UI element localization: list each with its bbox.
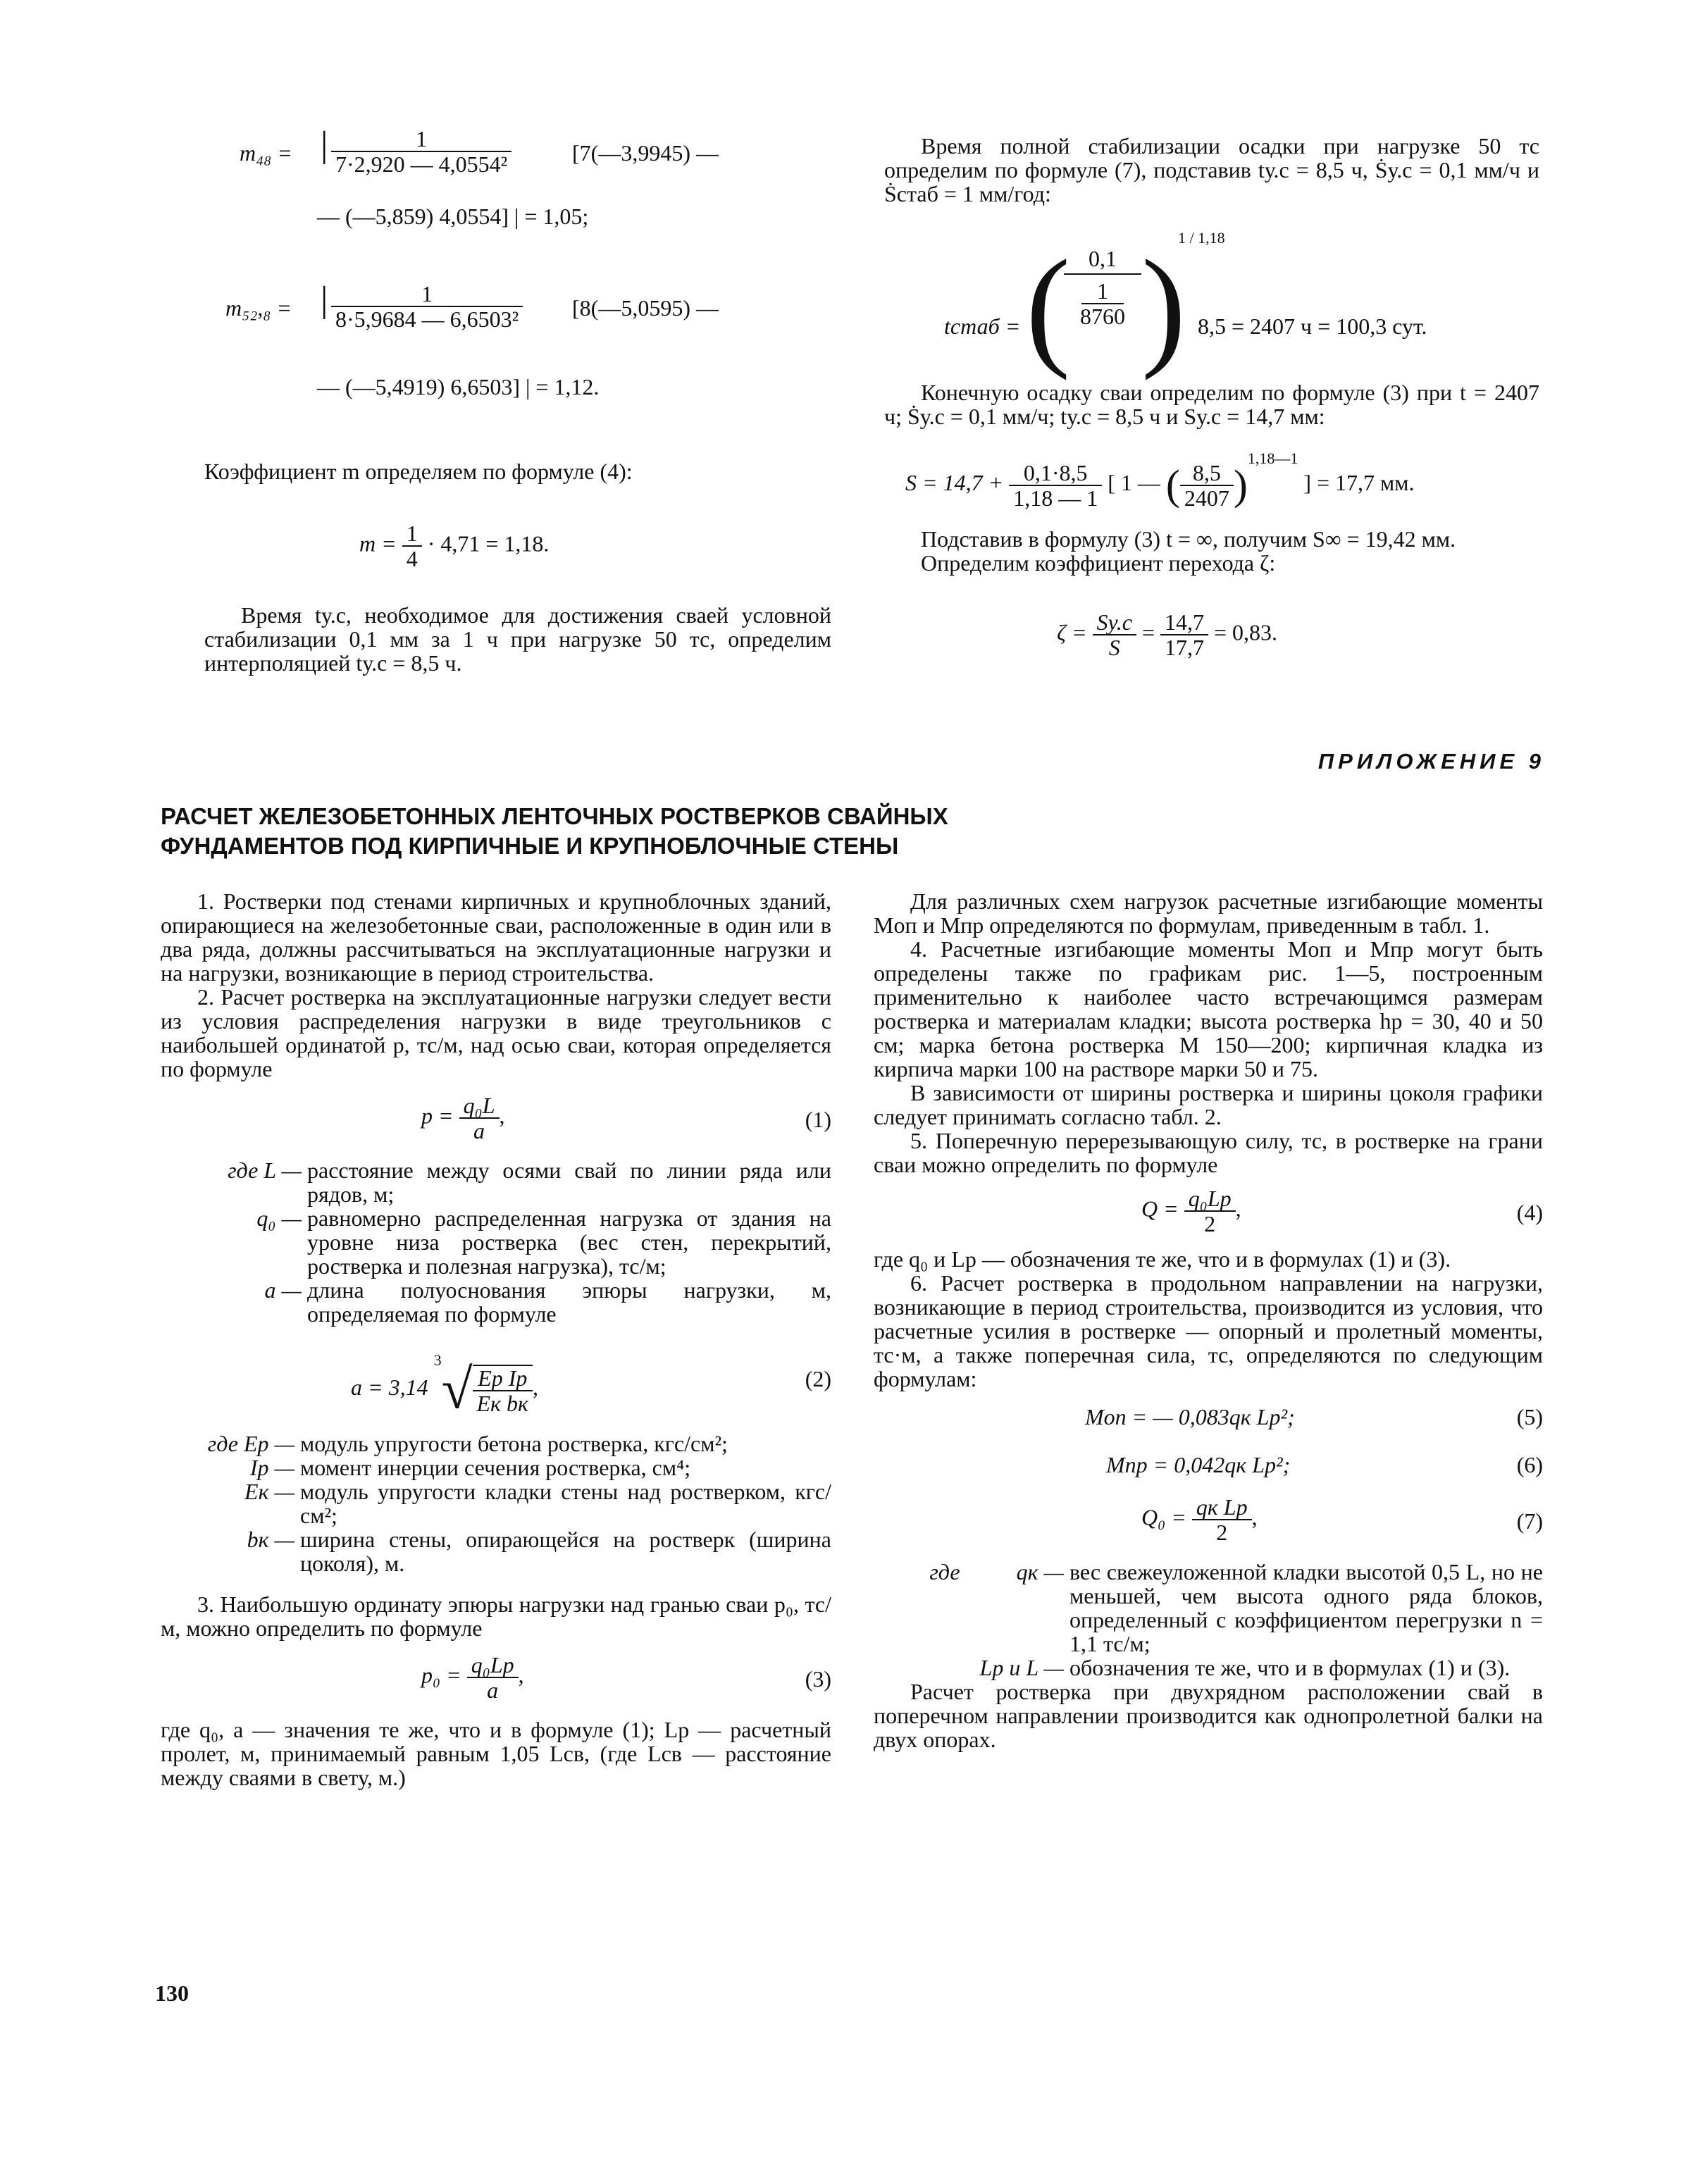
f1-lhs: p = [421, 1103, 454, 1129]
f2-den: Eк bк [476, 1390, 528, 1416]
time-text: Время tу.с, необходимое для достижения сваей условной стабилизации 0,1 мм за 1 ч при нагрузке 50 тс, определим интерполяцией tу.с = 8,5 ч. [204, 602, 831, 676]
stab-paragraph [884, 134, 1539, 206]
equation-number-2: (2) [805, 1366, 831, 1391]
equation-number-1: (1) [805, 1107, 831, 1132]
where-text: модуль упругости кладки стены над ростверком, кгс/см²; [300, 1479, 831, 1528]
f3-tail: , [518, 1662, 524, 1688]
para-4b: В зависимости от ширины ростверка и ширины цоколя графики следует принимать согласно табл. 2. [874, 1080, 1543, 1129]
m528-fraction [331, 282, 523, 331]
zeta-num1: Sу.с [1093, 610, 1136, 635]
right-column [874, 889, 1543, 1751]
paren-right: ) [1141, 233, 1186, 381]
tstab-num: 0,1 [1064, 247, 1141, 275]
m48-num: 1 [331, 127, 511, 152]
zeta-den1: S [1108, 635, 1120, 660]
f4-den: 2 [1204, 1211, 1216, 1236]
where-text: длина полуоснования эпюры нагрузки, м, определяемая по формуле [307, 1277, 831, 1327]
s-formula-rhs: ] = 17,7 мм. [1303, 470, 1415, 495]
where-symbol: где L — [228, 1158, 302, 1183]
tstab-exp: 1 / 1,18 [1178, 229, 1225, 247]
where-symbol: a — [264, 1277, 302, 1303]
f4-lhs: Q = [1141, 1196, 1179, 1222]
f7-den: 2 [1216, 1520, 1228, 1545]
formula-4-row [874, 1177, 1543, 1247]
f2-root-index: 3 [433, 1351, 442, 1369]
where-text: ширина стены, опирающейся на ростверк (ширина цоколя), м. [300, 1527, 831, 1576]
m-formula [359, 521, 549, 571]
where-text: момент инерции сечения ростверка, см⁴; [300, 1455, 691, 1480]
where-symbol: Lр и L — [979, 1655, 1064, 1680]
para-6: 6. Расчет ростверка в продольном направлении на нагрузки, возникающие в период строительства, производится из условия, что расчетные усилия в ростверке — опорный и пролетный моменты, тс·м, а также поперечная сила, тс, определяются по следующим формулам: [874, 1270, 1543, 1391]
m528-line2: — (—5,4919) 6,6503] | = 1,12. [317, 374, 600, 399]
where-symbol: bк — [247, 1527, 294, 1552]
formula-6-row [874, 1441, 1543, 1492]
substitute-paragraph [884, 527, 1539, 575]
para-3: 3. Наибольшую ординату эпюры нагрузки над гранью сваи p₀, тс/м, можно определить по формуле [161, 1592, 831, 1641]
where-list-3 [874, 1560, 1543, 1680]
s-formula-num: 0,1·8,5 [1009, 461, 1102, 486]
where-item [161, 1456, 831, 1479]
s-formula-lhs: S = 14,7 + [905, 470, 1004, 495]
m48-line2: — (—5,859) 4,0554] | = 1,05; [317, 204, 589, 229]
section-title-line1: РАСЧЕТ ЖЕЛЕЗОБЕТОННЫХ ЛЕНТОЧНЫХ РОСТВЕРКОВ СВАЙНЫХ [161, 803, 948, 829]
f7-lhs: Q₀ = [1141, 1504, 1186, 1530]
s-formula-mid: [ 1 — [1108, 470, 1160, 495]
f2-num: Eр Iр [473, 1366, 533, 1391]
where-item [874, 1656, 1543, 1680]
settlement-text: Конечную осадку сваи определим по формуле (3) при t = 2407 ч; Ṡу.с = 0,1 мм/ч; tу.с = 8,5 ч и Sу.с = 14,7 мм: [884, 380, 1539, 429]
f4-num: q₀Lр [1184, 1186, 1236, 1212]
f3-num: q₀Lр [467, 1653, 519, 1678]
m528-tail1: [8(—5,0595) — [572, 295, 719, 321]
m-formula-rhs: · 4,71 = 1,18. [427, 531, 550, 557]
formula-1 [421, 1093, 505, 1143]
formula-5: Mоп = — 0,083qк Lр²; [1085, 1404, 1295, 1429]
where-symbol: Eк — [244, 1479, 294, 1504]
equation-number-7: (7) [1516, 1508, 1543, 1534]
equation-number-5: (5) [1516, 1404, 1543, 1429]
where-text: модуль упругости бетона ростверка, кгс/см²; [300, 1431, 728, 1456]
settlement-paragraph [884, 380, 1539, 428]
s-formula-exp: 1,18—1 [1247, 449, 1298, 467]
f4-tail: , [1235, 1196, 1241, 1222]
abs-bar: | [321, 125, 328, 165]
where-item [161, 1527, 831, 1575]
para-1: 1. Ростверки под стенами кирпичных и крупноблочных зданий, опирающиеся на железобетонные сваи, расположенные в один или в два ряда, должны рассчитываться на эксплуатационные нагрузки и на нагрузки, возникающие в период строительства. [161, 888, 831, 986]
s-formula-in-num: 8,5 [1180, 461, 1234, 486]
where-text: расстояние между осями свай по линии ряда или рядов, м; [307, 1158, 831, 1207]
formula-7-row [874, 1492, 1543, 1560]
where-item [161, 1278, 831, 1326]
m48-den: 7·2,920 — 4,0554² [335, 151, 508, 177]
m48-tail1: [7(—3,9945) — [572, 140, 719, 166]
zeta-rhs: = 0,83. [1213, 619, 1278, 645]
f7-num: qк Lр [1192, 1495, 1252, 1520]
f1-den: a [473, 1118, 485, 1143]
tstab-lhs: tстаб = [944, 314, 1021, 339]
tstab-rhs: 8,5 = 2407 ч = 100,3 сут. [1198, 314, 1427, 339]
formula-6: Mпр = 0,042qк Lр²; [1106, 1452, 1291, 1477]
f2-tail: , [532, 1375, 538, 1400]
substitute-text: Подставив в формулу (3) t = ∞, получим S∞ = 19,42 мм. [921, 526, 1456, 552]
where-item [874, 1560, 1543, 1656]
para-7: Расчет ростверка при двухрядном расположении свай в поперечном направлении производится как однопролетной балки на двух опорах. [874, 1679, 1543, 1752]
tstab-inner-den: 8760 [1080, 304, 1125, 329]
m-formula-num: 1 [402, 521, 422, 547]
s-formula-den: 1,18 — 1 [1013, 485, 1098, 511]
m528-num: 1 [331, 282, 523, 307]
s-formula: S = 14,7 + $\frac{0,1\cdot 8,5}{1,18 — 1}$ [ 1 — ( $\frac{8,5}{2407}$ )$^{1,18—1}$ ] = 17,7 мм. [905, 449, 1415, 511]
zeta-eq: = [1141, 619, 1155, 645]
tstab-inner-num: 1 [1081, 279, 1124, 304]
m48-lhs: m₄₈ = [240, 140, 292, 166]
zeta-den2: 17,7 [1164, 635, 1204, 660]
para-a: Для различных схем нагрузок расчетные изгибающие моменты Mоп и Mпр определяются по формулам, приведенным в табл. 1. [874, 888, 1543, 938]
page-number: 130 [155, 1980, 189, 2006]
formula-3-row [161, 1640, 831, 1718]
where-symbol: q₀ — [256, 1205, 302, 1231]
zeta-num2: 14,7 [1160, 610, 1208, 635]
formula-2 [351, 1348, 538, 1421]
stab-text: Время полной стабилизации осадки при нагрузке 50 тс определим по формуле (7), подставив tу.с = 8,5 ч, Ṡу.с = 0,1 мм/ч и Ṡстаб = 1 мм/год: [884, 133, 1539, 206]
where-text: равномерно распределенная нагрузка от здания на уровне низа ростверка (вес стен, перекрытий, ростверка и полезная нагрузка), тс/м; [307, 1205, 831, 1279]
where-symbol: где qк — [929, 1559, 1064, 1584]
f3-lhs: p₀ = [421, 1662, 461, 1688]
m-formula-den: 4 [406, 546, 418, 571]
where-item [161, 1479, 831, 1527]
f2-lhs: a = 3,14 [351, 1375, 428, 1400]
where-symbol: Iр — [249, 1455, 294, 1480]
s-formula-in-den: 2407 [1184, 485, 1229, 511]
m528-den: 8·5,9684 — 6,6503² [335, 306, 519, 332]
tstab-fraction [1064, 247, 1141, 328]
formula-3 [421, 1653, 524, 1702]
abs-bar: | [321, 280, 328, 320]
para-5: 5. Поперечную перерезывающую силу, тс, в ростверке на грани сваи можно определить по формуле [874, 1128, 1543, 1177]
formula-2-row [161, 1326, 831, 1432]
f1-tail: , [499, 1103, 505, 1129]
coef-text: Коэффициент m определяем по формуле (4): [204, 459, 633, 484]
para-4: 4. Расчетные изгибающие моменты Mоп и Mпр могут быть определены также по графикам рис. 1—5, построенным применительно к наиболее часто встречающимся размерам ростверка и материалам кладки; высота ростверка hр = 30, 40 и 50 см; марка бетона ростверка М 150—200; кирпичная кладка из кирпича марки 100 на растворе марки 50 и 75. [874, 936, 1543, 1081]
equation-number-4: (4) [1516, 1200, 1543, 1225]
where-text: обозначения те же, что и в формулах (1) и (3). [1069, 1655, 1511, 1680]
formula-4 [1141, 1186, 1241, 1236]
zeta-intro: Определим коэффициент перехода ζ: [921, 550, 1276, 576]
m528-lhs: m₅₂,₈ = [225, 295, 292, 321]
zeta-formula [1057, 610, 1277, 659]
formula-5-row [874, 1391, 1543, 1441]
where-text: вес свежеуложенной кладки высотой 0,5 L, но не меньшей, чем высота одного ряда блоков, определенный с коэффициентом перегрузки n = 1,1 тс/м; [1069, 1559, 1543, 1656]
time-paragraph [204, 603, 831, 675]
where-list-1 [161, 1158, 831, 1326]
appendix-label: ПРИЛОЖЕНИЕ 9 [1317, 749, 1545, 774]
f1-num: q₀L [459, 1093, 500, 1119]
zeta-lhs: ζ = [1057, 619, 1087, 645]
f7-tail: , [1251, 1504, 1258, 1530]
para-5b: где q₀ и Lр — обозначения те же, что и в формулах (1) и (3). [874, 1246, 1451, 1272]
section-title-line2: ФУНДАМЕНТОВ ПОД КИРПИЧНЫЕ И КРУПНОБЛОЧНЫЕ СТЕНЫ [161, 833, 899, 859]
f3-den: a [487, 1677, 499, 1703]
where-item [161, 1158, 831, 1206]
where-list-2 [161, 1432, 831, 1575]
para-2: 2. Расчет ростверка на эксплуатационные нагрузки следует вести из условия распределения нагрузки в виде треугольников с наибольшей ординатой p, тс/м, над осью сваи, которая определяется по формуле [161, 984, 831, 1081]
m-formula-lhs: m = [359, 531, 397, 557]
para-3b: где q₀, a — значения те же, что и в формуле (1); Lр — расчетный пролет, м, принимаемый равным 1,05 Lсв, (где Lсв — расстояние между сваями в свету, м.) [161, 1717, 831, 1790]
equation-number-6: (6) [1516, 1452, 1543, 1477]
where-item [161, 1432, 831, 1456]
root-sign: √ [441, 1358, 473, 1421]
formula-1-row [161, 1081, 831, 1158]
where-item [161, 1206, 831, 1278]
equation-number-3: (3) [805, 1666, 831, 1692]
formula-7 [1141, 1495, 1258, 1544]
left-column [161, 889, 831, 1789]
paren-left: ( [1026, 233, 1071, 381]
m48-fraction [331, 127, 511, 176]
where-symbol: где Eр — [207, 1431, 294, 1456]
